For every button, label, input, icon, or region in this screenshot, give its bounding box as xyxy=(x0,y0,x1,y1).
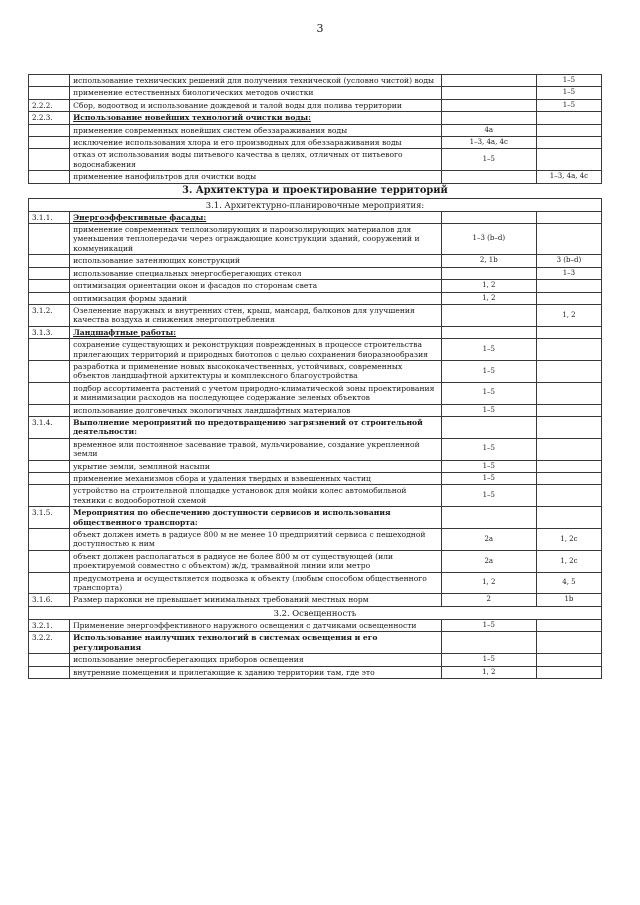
table-row xyxy=(29,255,602,267)
level-col-1 xyxy=(441,75,536,87)
item-text: укрытие земли, земляной насыпи xyxy=(70,460,442,472)
item-code xyxy=(29,280,70,292)
item-text: Выполнение мероприятий по предотвращению загрязнений от строительной деятельности: xyxy=(70,416,442,438)
item-text: отказ от использования воды питьевого качества в целях, отличных от питьевого водоснабжения xyxy=(70,149,442,171)
heading-text: 3.1. Архитектурно-планировочные мероприятия: xyxy=(29,198,602,211)
item-text: оптимизация формы зданий xyxy=(70,292,442,304)
level-col-2 xyxy=(536,137,601,149)
level-col-1: 1–5 xyxy=(441,339,536,361)
level-col-1 xyxy=(441,632,536,654)
level-col-2: 1b xyxy=(536,594,601,606)
level-col-2: 1, 2c xyxy=(536,529,601,551)
heading-text: 3. Архитектура и проектирование территорий xyxy=(29,183,602,198)
table-row xyxy=(29,267,602,279)
item-code xyxy=(29,485,70,507)
level-col-2 xyxy=(536,339,601,361)
table-row xyxy=(29,632,602,654)
item-text: использование специальных энергосберегающих стекол xyxy=(70,267,442,279)
item-code xyxy=(29,224,70,255)
level-col-1 xyxy=(441,112,536,124)
item-code: 3.1.3. xyxy=(29,326,70,338)
table-row xyxy=(29,619,602,631)
item-text: применение механизмов сбора и удаления твердых и взвешенных частиц xyxy=(70,473,442,485)
level-col-2 xyxy=(536,619,601,631)
item-text: Сбор, водоотвод и использование дождевой и талой воды для полива территории xyxy=(70,99,442,111)
item-text: использование энергосберегающих приборов освещения xyxy=(70,654,442,666)
item-text: подбор ассортимента растений с учетом природно-климатической зоны проектирования и минимизации расходов на последующее содержание зеленых объектов xyxy=(70,382,442,404)
level-col-1: 1–5 xyxy=(441,485,536,507)
table-row xyxy=(29,280,602,292)
table-row xyxy=(29,416,602,438)
table-row xyxy=(29,75,602,87)
table-row xyxy=(29,124,602,136)
item-text: предусмотрена и осуществляется подвозка к объекту (любым способом общественного транспорта) xyxy=(70,572,442,594)
level-col-2 xyxy=(536,382,601,404)
table-row xyxy=(29,473,602,485)
item-code: 2.2.3. xyxy=(29,112,70,124)
level-col-1: 2a xyxy=(441,529,536,551)
level-col-1: 4a xyxy=(441,124,536,136)
level-col-2 xyxy=(536,326,601,338)
level-col-2: 1–5 xyxy=(536,99,601,111)
level-col-2: 1, 2 xyxy=(536,304,601,326)
level-col-2: 1–3 xyxy=(536,267,601,279)
item-code xyxy=(29,360,70,382)
item-text: устройство на строительной площадке установок для мойки колес автомобильной техники с водооборотной схемой xyxy=(70,485,442,507)
item-code xyxy=(29,267,70,279)
level-col-1 xyxy=(441,416,536,438)
item-text: применение естественных биологических методов очистки xyxy=(70,87,442,99)
item-code xyxy=(29,149,70,171)
level-col-1: 1, 2 xyxy=(441,292,536,304)
item-text: Применение энергоэффективного наружного освещения с датчиками освещенности xyxy=(70,619,442,631)
table-row xyxy=(29,171,602,183)
level-col-1: 1–3 (b–d) xyxy=(441,224,536,255)
item-text: оптимизация ориентации окон и фасадов по сторонам света xyxy=(70,280,442,292)
table-row xyxy=(29,292,602,304)
item-code: 2.2.2. xyxy=(29,99,70,111)
level-col-1 xyxy=(441,267,536,279)
level-col-2: 3 (b–d) xyxy=(536,255,601,267)
level-col-2 xyxy=(536,280,601,292)
item-text: Использование наилучших технологий в системах освещения и его регулирования xyxy=(70,632,442,654)
item-code xyxy=(29,572,70,594)
level-col-1: 1–5 xyxy=(441,460,536,472)
level-col-2: 1, 2c xyxy=(536,550,601,572)
heading-text: 3.2. Освещенность xyxy=(29,606,602,619)
level-col-2 xyxy=(536,485,601,507)
table-row xyxy=(29,404,602,416)
item-code xyxy=(29,529,70,551)
table-row xyxy=(29,485,602,507)
level-col-2: 1–5 xyxy=(536,75,601,87)
item-text: Ландшафтные работы: xyxy=(70,326,442,338)
level-col-1: 1–5 xyxy=(441,360,536,382)
level-col-2 xyxy=(536,507,601,529)
item-code: 3.1.1. xyxy=(29,211,70,223)
item-text: применение современных новейших систем обеззараживания воды xyxy=(70,124,442,136)
level-col-1 xyxy=(441,99,536,111)
level-col-1: 1–3, 4a, 4c xyxy=(441,137,536,149)
level-col-2 xyxy=(536,416,601,438)
item-text: использование технических решений для получения технической (условно чистой) воды xyxy=(70,75,442,87)
level-col-1: 1–5 xyxy=(441,149,536,171)
section-heading xyxy=(29,183,602,198)
table-row xyxy=(29,99,602,111)
level-col-2: 1–3, 4a, 4c xyxy=(536,171,601,183)
table-row xyxy=(29,87,602,99)
item-code xyxy=(29,75,70,87)
level-col-2 xyxy=(536,224,601,255)
level-col-1: 1–5 xyxy=(441,654,536,666)
level-col-2 xyxy=(536,149,601,171)
item-text: Размер парковки не превышает минимальных требований местных норм xyxy=(70,594,442,606)
level-col-2 xyxy=(536,438,601,460)
item-code: 3.1.2. xyxy=(29,304,70,326)
table-row xyxy=(29,304,602,326)
table-row xyxy=(29,224,602,255)
level-col-1 xyxy=(441,507,536,529)
item-code: 3.1.5. xyxy=(29,507,70,529)
table-row xyxy=(29,326,602,338)
item-code: 3.1.4. xyxy=(29,416,70,438)
subsection-heading xyxy=(29,198,602,211)
item-text: использование затеняющих конструкций xyxy=(70,255,442,267)
level-col-1: 1–5 xyxy=(441,438,536,460)
level-col-2 xyxy=(536,112,601,124)
level-col-1 xyxy=(441,171,536,183)
item-code xyxy=(29,255,70,267)
level-col-2: 1–5 xyxy=(536,87,601,99)
level-col-1: 1, 2 xyxy=(441,572,536,594)
item-text: объект должен иметь в радиусе 800 м не менее 10 предприятий сервиса с пешеходной доступностью к ним xyxy=(70,529,442,551)
table-row xyxy=(29,137,602,149)
level-col-1: 1, 2 xyxy=(441,280,536,292)
table-row xyxy=(29,507,602,529)
item-code: 3.2.2. xyxy=(29,632,70,654)
table-row xyxy=(29,360,602,382)
page-number: 3 xyxy=(316,22,324,35)
item-text: Озеленение наружных и внутренних стен, крыш, мансард, балконов для улучшения качества воздуха и снижения энергопотребления xyxy=(70,304,442,326)
item-code: 3.2.1. xyxy=(29,619,70,631)
item-text: Использование новейших технологий очистки воды: xyxy=(70,112,442,124)
table-row xyxy=(29,460,602,472)
level-col-1: 1–5 xyxy=(441,382,536,404)
table-row xyxy=(29,149,602,171)
table-row xyxy=(29,666,602,678)
table-body xyxy=(29,75,602,679)
item-text: применение нанофильтров для очистки воды xyxy=(70,171,442,183)
item-text: внутренние помещения и прилегающие к зданию территории там, где это xyxy=(70,666,442,678)
level-col-1: 1–5 xyxy=(441,473,536,485)
level-col-2 xyxy=(536,666,601,678)
item-text: использование долговечных экологичных ландшафтных материалов xyxy=(70,404,442,416)
level-col-2 xyxy=(536,632,601,654)
item-code xyxy=(29,666,70,678)
level-col-2 xyxy=(536,404,601,416)
level-col-1 xyxy=(441,304,536,326)
table-row xyxy=(29,112,602,124)
level-col-1 xyxy=(441,326,536,338)
level-col-2 xyxy=(536,654,601,666)
item-code xyxy=(29,550,70,572)
table-row xyxy=(29,550,602,572)
item-code xyxy=(29,438,70,460)
item-code xyxy=(29,460,70,472)
item-text: применение современных теплоизолирующих и пароизолирующих материалов для уменьшения теплопередачи через ограждающие конструкции зданий, сооружений и коммуникаций xyxy=(70,224,442,255)
item-code xyxy=(29,137,70,149)
level-col-2: 4, 5 xyxy=(536,572,601,594)
level-col-2 xyxy=(536,460,601,472)
level-col-1: 2, 1b xyxy=(441,255,536,267)
item-text: временное или постоянное засевание травой, мульчирование, создание укрепленной земли xyxy=(70,438,442,460)
subsection-heading xyxy=(29,606,602,619)
table-row xyxy=(29,594,602,606)
item-text: Энергоэффективные фасады: xyxy=(70,211,442,223)
level-col-1: 2 xyxy=(441,594,536,606)
table-row xyxy=(29,529,602,551)
table-row xyxy=(29,339,602,361)
item-code xyxy=(29,171,70,183)
level-col-1: 1–5 xyxy=(441,619,536,631)
item-text: объект должен располагаться в радиусе не более 800 м от существующей (или проектируемой совместно с объектом) ж/д, трамвайной линии или метро xyxy=(70,550,442,572)
table-row xyxy=(29,438,602,460)
level-col-1: 1, 2 xyxy=(441,666,536,678)
level-col-1 xyxy=(441,87,536,99)
level-col-2 xyxy=(536,473,601,485)
table-row xyxy=(29,654,602,666)
level-col-1 xyxy=(441,211,536,223)
level-col-2 xyxy=(536,124,601,136)
item-code xyxy=(29,292,70,304)
table-row xyxy=(29,382,602,404)
item-code xyxy=(29,339,70,361)
item-code xyxy=(29,124,70,136)
level-col-2 xyxy=(536,360,601,382)
level-col-1: 1–5 xyxy=(441,404,536,416)
item-code: 3.1.6. xyxy=(29,594,70,606)
item-code xyxy=(29,382,70,404)
table-row xyxy=(29,211,602,223)
item-code xyxy=(29,404,70,416)
item-text: сохранение существующих и реконструкция поврежденных в процессе строительства прилегающих территорий и природных биотопов с целью сохранения биоразнообразия xyxy=(70,339,442,361)
level-col-2 xyxy=(536,211,601,223)
item-code xyxy=(29,473,70,485)
item-text: исключение использования хлора и его производных для обеззараживания воды xyxy=(70,137,442,149)
item-code xyxy=(29,654,70,666)
level-col-1: 2a xyxy=(441,550,536,572)
item-code xyxy=(29,87,70,99)
level-col-2 xyxy=(536,292,601,304)
item-text: Мероприятия по обеспечению доступности сервисов и использования общественного транспорта: xyxy=(70,507,442,529)
item-text: разработка и применение новых высококачественных, устойчивых, современных объектов ландшафтной архитектуры и комплексного благоустройства xyxy=(70,360,442,382)
table-row xyxy=(29,572,602,594)
requirements-table xyxy=(28,74,602,679)
